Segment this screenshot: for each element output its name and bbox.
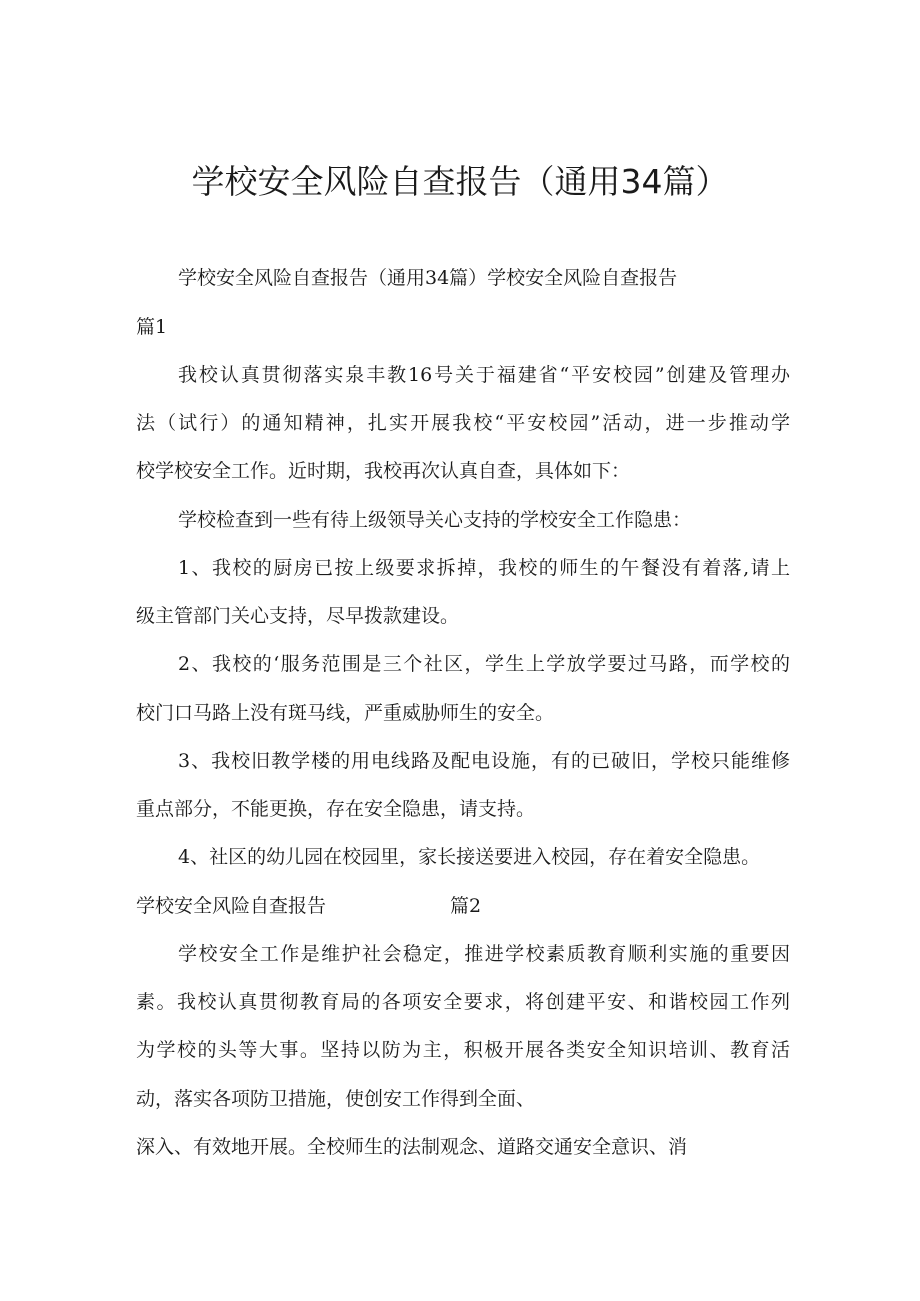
paragraph-line: 学校检查到一些有待上级领导关心支持的学校安全工作隐患： [178,509,692,531]
document-title: 学校安全风险自查报告（通用34篇） [191,162,729,201]
section-heading-number: 篇2 [450,895,482,917]
list-item-line: 1、我校的厨房已按上级要求拆掉，我校的师生的午餐没有着落,请上 [178,557,790,579]
paragraph-line: 法（试行）的通知精神，扎实开展我校“平安校园”活动，进一步推动学 [136,412,790,434]
paragraph-line: 学校安全工作是维护社会稳定，推进学校素质教育顺利实施的重要因 [178,943,790,965]
intro-line: 学校安全风险自查报告（通用34篇）学校安全风险自查报告 [178,267,678,289]
list-item-line: 2、我校的‘服务范围是三个社区，学生上学放学要过马路，而学校的 [178,653,790,675]
paragraph-line: 素。我校认真贯彻教育局的各项安全要求，将创建平安、和谐校园工作列 [136,991,790,1013]
section-heading-1: 篇1 [136,316,168,338]
list-item-line: 4、社区的幼儿园在校园里，家长接送要进入校园，存在着安全隐患。 [178,846,761,868]
paragraph-line: 深入、有效地开展。全校师生的法制观念、道路交通安全意识、消 [136,1136,688,1158]
paragraph-line: 我校认真贯彻落实泉丰教16号关于福建省“平安校园”创建及管理办 [178,364,790,386]
section-heading-text: 学校安全风险自查报告 [136,895,327,917]
list-item-line: 校门口马路上没有斑马线，严重威胁师生的安全。 [136,702,555,724]
list-item-line: 3、我校旧教学楼的用电线路及配电设施，有的已破旧，学校只能维修 [178,750,790,772]
paragraph-line: 为学校的头等大事。坚持以防为主，积极开展各类安全知识培训、教育活 [136,1039,790,1061]
section-heading-2 [136,892,790,920]
list-item-line: 重点部分，不能更换，存在安全隐患，请支持。 [136,798,536,820]
paragraph-line: 动，落实各项防卫措施，使创安工作得到全面、 [136,1088,536,1110]
list-item-line: 级主管部门关心支持，尽早拨款建设。 [136,605,460,627]
paragraph-line: 校学校安全工作。近时期，我校再次认真自查，具体如下： [136,460,631,482]
